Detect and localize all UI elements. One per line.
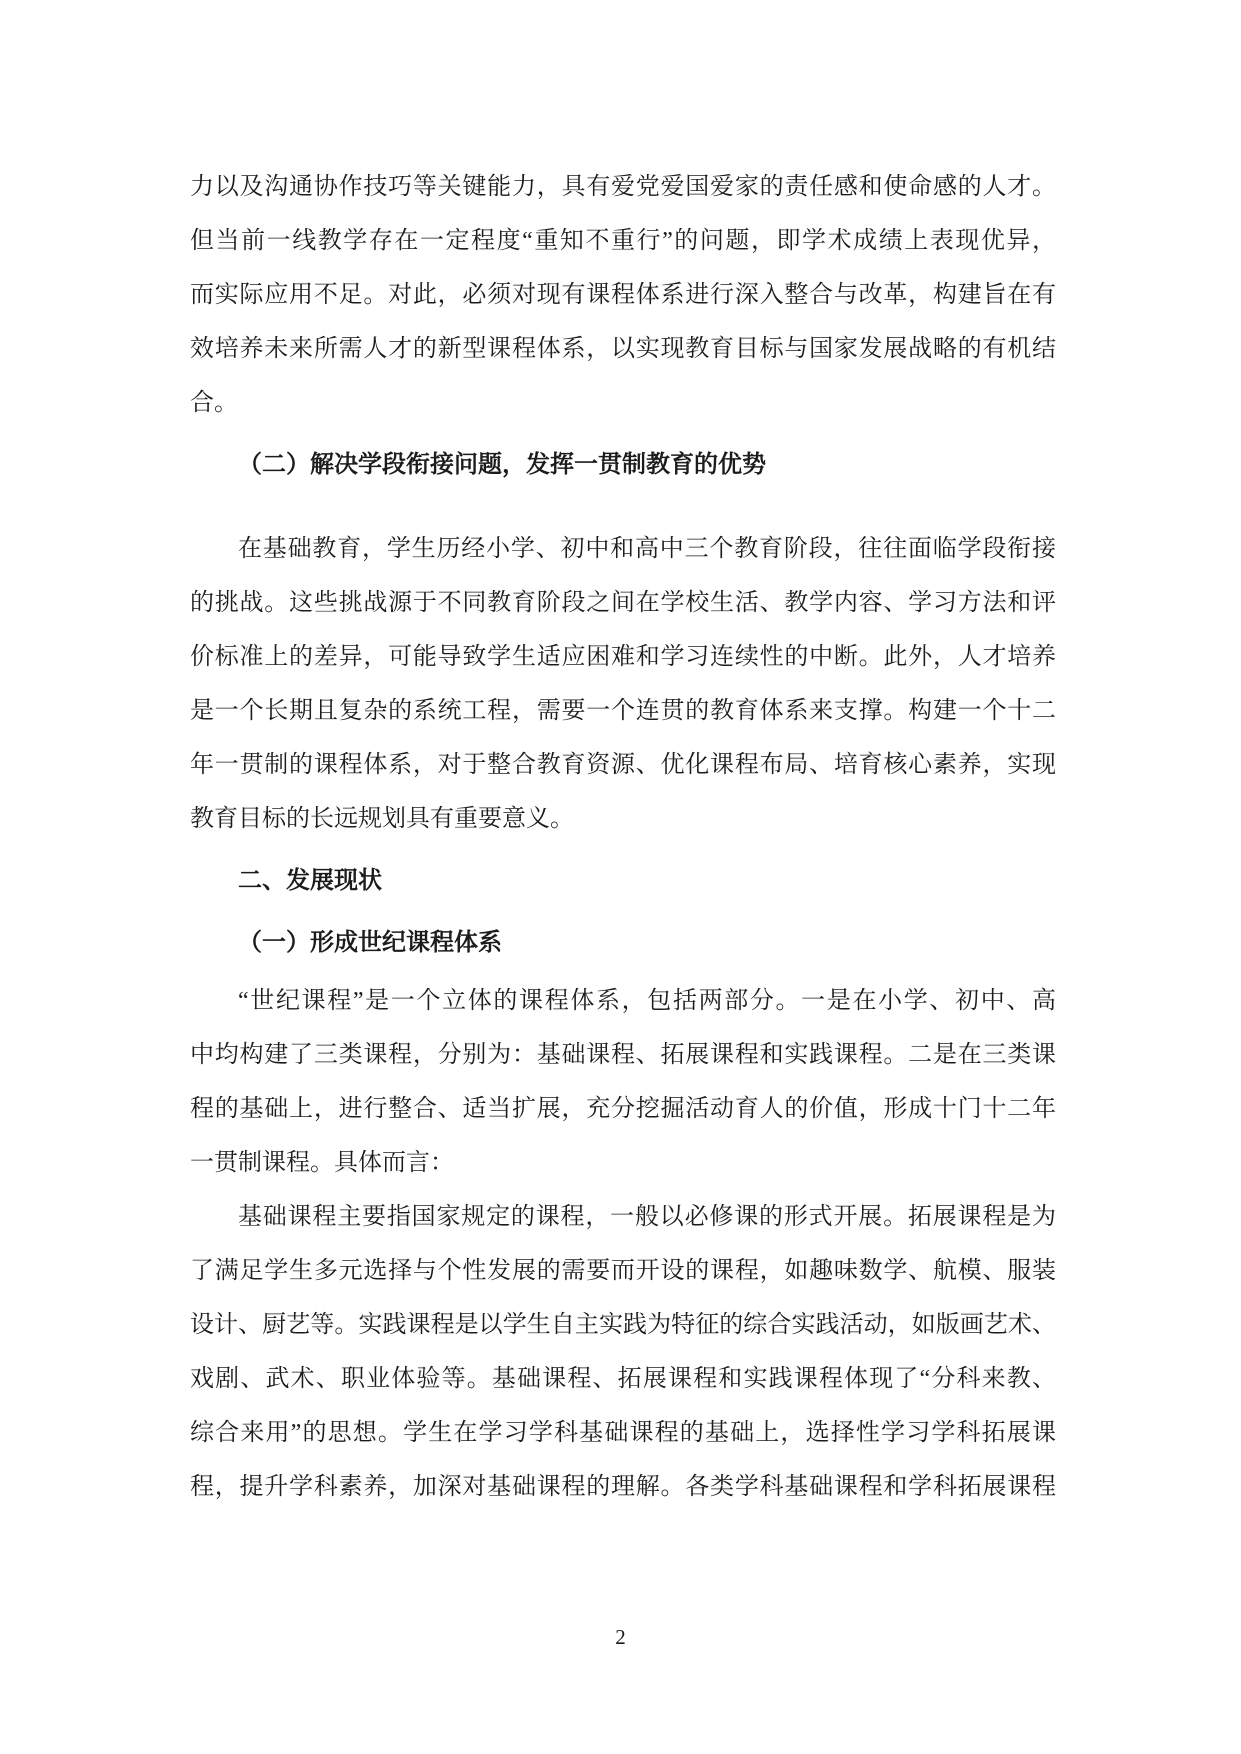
body-line: 戏剧、武术、职业体验等。基础课程、拓展课程和实践课程体现了“分科来教、 — [190, 1366, 1056, 1392]
document-body — [190, 160, 1056, 1514]
heading-section-2: 二、发展现状 — [238, 868, 382, 894]
body-line: 的挑战。这些挑战源于不同教育阶段之间在学校生活、教学内容、学习方法和评 — [190, 590, 1056, 616]
body-line: 设计、厨艺等。实践课程是以学生自主实践为特征的综合实践活动，如版画艺术、 — [190, 1312, 1056, 1338]
body-line: 但当前一线教学存在一定程度“重知不重行”的问题，即学术成绩上表现优异， — [190, 228, 1056, 254]
page-number: 2 — [615, 1625, 626, 1649]
body-line: 程，提升学科素养，加深对基础课程的理解。各类学科基础课程和学科拓展课程 — [190, 1474, 1056, 1500]
body-line: 了满足学生多元选择与个性发展的需要而开设的课程，如趣味数学、航模、服装 — [190, 1258, 1056, 1284]
body-line: 是一个长期且复杂的系统工程，需要一个连贯的教育体系来支撑。构建一个十二 — [190, 698, 1056, 724]
heading-subsection-1: （一）形成世纪课程体系 — [238, 930, 502, 956]
body-line: 一贯制课程。具体而言： — [190, 1150, 454, 1176]
body-line: 效培养未来所需人才的新型课程体系，以实现教育目标与国家发展战略的有机结 — [190, 336, 1056, 362]
body-line: 而实际应用不足。对此，必须对现有课程体系进行深入整合与改革，构建旨在有 — [190, 282, 1056, 308]
body-line: 合。 — [190, 390, 238, 416]
body-line: 基础课程主要指国家规定的课程，一般以必修课的形式开展。拓展课程是为 — [238, 1204, 1056, 1230]
body-line: 在基础教育，学生历经小学、初中和高中三个教育阶段，往往面临学段衔接 — [238, 536, 1056, 562]
heading-subsection-2: （二）解决学段衔接问题，发挥一贯制教育的优势 — [238, 452, 766, 478]
body-line: 价标准上的差异，可能导致学生适应困难和学习连续性的中断。此外，人才培养 — [190, 644, 1056, 670]
body-line: 力以及沟通协作技巧等关键能力，具有爱党爱国爱家的责任感和使命感的人才。 — [190, 174, 1056, 200]
body-line: 程的基础上，进行整合、适当扩展，充分挖掘活动育人的价值，形成十门十二年 — [190, 1096, 1056, 1122]
body-line: “世纪课程”是一个立体的课程体系，包括两部分。一是在小学、初中、高 — [238, 988, 1056, 1014]
body-line: 综合来用”的思想。学生在学习学科基础课程的基础上，选择性学习学科拓展课 — [190, 1420, 1056, 1446]
body-line: 教育目标的长远规划具有重要意义。 — [190, 806, 574, 832]
body-line: 年一贯制的课程体系，对于整合教育资源、优化课程布局、培育核心素养，实现 — [190, 752, 1056, 778]
body-line: 中均构建了三类课程，分别为：基础课程、拓展课程和实践课程。二是在三类课 — [190, 1042, 1056, 1068]
